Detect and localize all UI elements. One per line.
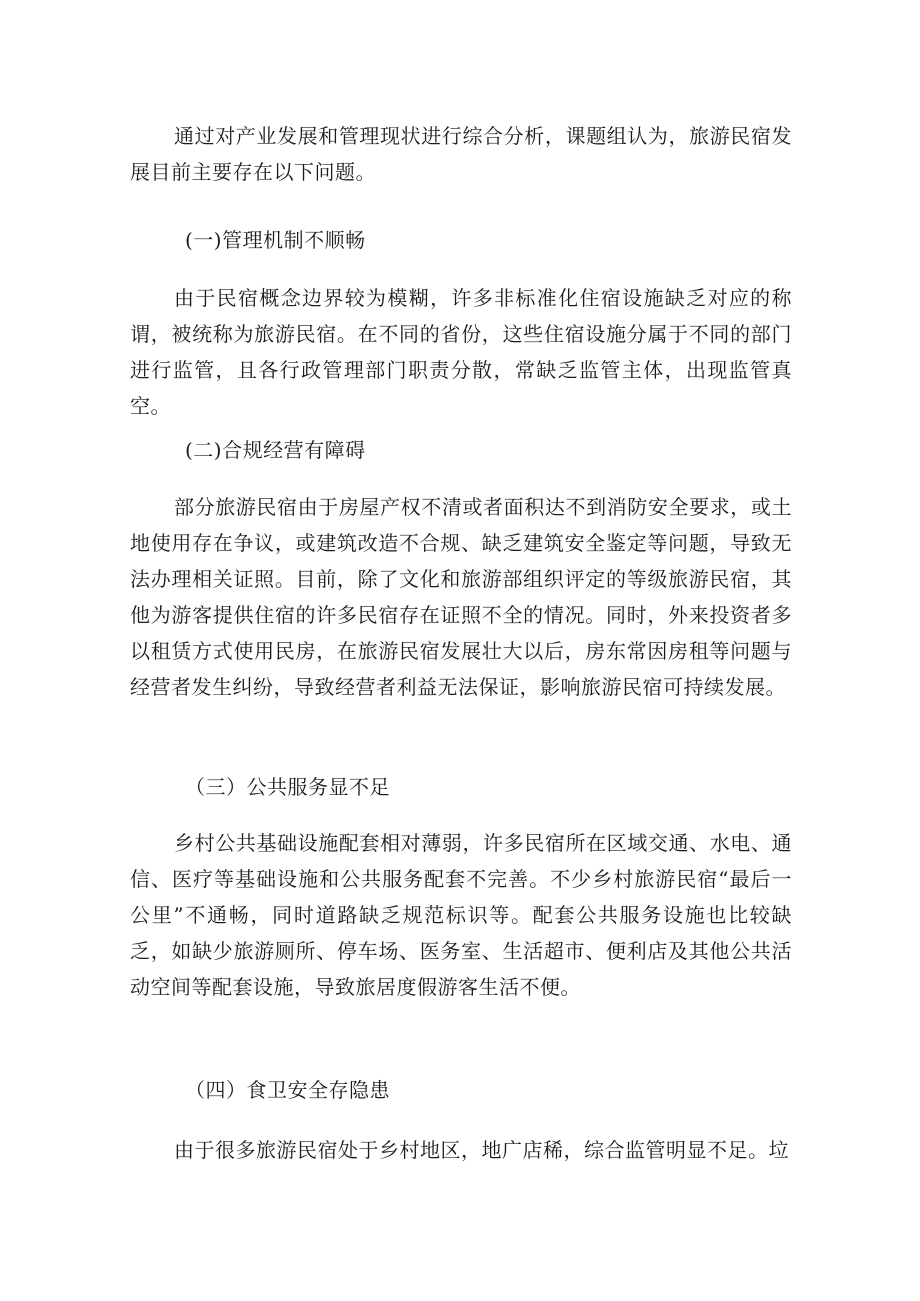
section-heading-2: (二)合规经营有障碍 [185,438,366,462]
section-body-1: 由于民宿概念边界较为模糊，许多非标准化住宿设施缺乏对应的称谓，被统称为旅游民宿。在不同的省份，这些住宿设施分属于不同的部门进行监管，且各行政管理部门职责分散，常缺乏监管主体，出现监管真空。 [130,286,792,418]
section-body-2: 部分旅游民宿由于房屋产权不清或者面积达不到消防安全要求，或土地使用存在争议，或建筑改造不合规、缺乏建筑安全鉴定等问题，导致无法办理相关证照。目前，除了文化和旅游部组织评定的等级旅游民宿，其他为游客提供住宿的许多民宿存在证照不全的情况。同时，外来投资者多以租赁方式使用民房，在旅游民宿发展壮大以后，房东常因房租等问题与经营者发生纠纷，导致经营者利益无法保证，影响旅游民宿可持续发展。 [130,495,792,699]
section-heading-1: (一)管理机制不顺畅 [185,228,366,252]
section-body-3: 乡村公共基础设施配套相对薄弱，许多民宿所在区域交通、水电、通信、医疗等基础设施和公共服务配套不完善。不少乡村旅游民宿“最后一公里”不通畅，同时道路缺乏规范标识等。配套公共服务设施也比较缺乏，如缺少旅游厕所、停车场、医务室、生活超市、便利店及其他公共活动空间等配套设施，导致旅居度假游客生活不便。 [130,831,792,999]
section-heading-3: （三）公共服务显不足 [185,775,390,799]
intro-paragraph: 通过对产业发展和管理现状进行综合分析，课题组认为，旅游民宿发展目前主要存在以下问题。 [130,124,792,184]
section-body-4: 由于很多旅游民宿处于乡村地区，地广店稀，综合监管明显不足。垃 [174,1138,789,1162]
section-heading-4: （四）食卫安全存隐患 [185,1078,390,1102]
